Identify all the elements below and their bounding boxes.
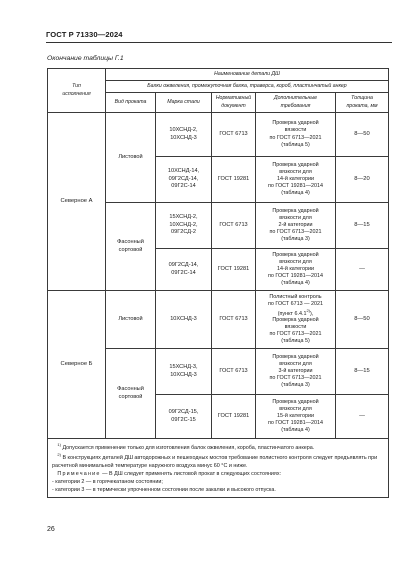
thickness-cell: 8—15 xyxy=(336,203,389,249)
steel-grade-cell: 09Г2СД-15, 09Г2С-15 xyxy=(156,395,212,439)
footnote-1: $^{1)}$ Допускается применение только для изготовления балок ожвеления, короба, пластинчатого анкера. xyxy=(57,442,315,451)
table-caption: Окончание таблицы Г.1 xyxy=(47,55,124,62)
table-footnotes xyxy=(48,439,389,498)
standard-cell: ГОСТ 6713 xyxy=(212,349,256,395)
header-rolled-kind: Вид проката xyxy=(106,93,156,113)
header-requirements: Дополнительные требования xyxy=(256,93,336,113)
rolled-kind-cell: Фасонный сортовой xyxy=(106,203,156,291)
standard-designation: ГОСТ Р 71330—2024 xyxy=(46,30,123,39)
rolled-kind-cell: Листовой xyxy=(106,113,156,203)
rolled-kind-cell: Листовой xyxy=(106,291,156,349)
requirements-cell: Проверка ударной вязкости по ГОСТ 6713—2021 (таблица 5) xyxy=(256,113,336,157)
requirements-cell: Проверка ударной вязкости для 14-й категории по ГОСТ 19281—2014 (таблица 4) xyxy=(256,249,336,291)
requirements-cell: Проверка ударной вязкости для 3-й категории по ГОСТ 6713—2021 (таблица 3) xyxy=(256,349,336,395)
steel-requirements-table xyxy=(47,68,389,498)
note-item: - категории 3 — в термически упрочненном состоянии после закалки и высокого отпуска. xyxy=(52,487,276,494)
execution-type-cell: Северное Б xyxy=(48,291,106,439)
standard-cell: ГОСТ 6713 xyxy=(212,203,256,249)
steel-grade-cell: 15ХСНД-3, 10ХСНД-3 xyxy=(156,349,212,395)
table-note: Примечание — В ДШ следует применять листовой прокат в следующих состояниях: xyxy=(57,470,282,477)
footnote-ref: 2) xyxy=(306,307,311,313)
steel-grade-cell: 10ХСНД-3 xyxy=(156,291,212,349)
steel-grade-cell: 15ХСНД-2, 10ХСНД-2, 09Г2СД-2 xyxy=(156,203,212,249)
header-rule xyxy=(46,42,392,43)
steel-grade-cell: 10ХСНД-2, 10ХСНД-3 xyxy=(156,113,212,157)
note-item: - категории 2 — в горячекатаном состоянии; xyxy=(52,479,163,486)
thickness-cell: — xyxy=(336,249,389,291)
requirements-cell: Проверка ударной вязкости для 15-й категории по ГОСТ 19281—2014 (таблица 4) xyxy=(256,395,336,439)
thickness-cell: 8—50 xyxy=(336,113,389,157)
thickness-cell: 8—50 xyxy=(336,291,389,349)
standard-cell: ГОСТ 6713 xyxy=(212,291,256,349)
header-part-name: Наименование детали ДШ xyxy=(106,69,389,81)
requirements-cell: Полистный контроль по ГОСТ 6713 — 2021 (пункт 6.4.1$^{2)}$), Проверка ударной вязкости по ГОСТ 6713—2021 (таблица 5) xyxy=(256,291,336,349)
standard-cell: ГОСТ 19281 xyxy=(212,395,256,439)
header-steel-grade: Марка стали xyxy=(156,93,212,113)
header-thickness: Толщина проката, мм xyxy=(336,93,389,113)
page-number: 26 xyxy=(47,526,55,533)
rolled-kind-cell: Фасонный сортовой xyxy=(106,349,156,439)
execution-type-cell: Северное А xyxy=(48,113,106,291)
standard-cell: ГОСТ 19281 xyxy=(212,157,256,203)
header-execution-type: Тип исполнения xyxy=(48,69,106,113)
header-standard: Нормативный документ xyxy=(212,93,256,113)
steel-grade-cell: 10ХСНД-14, 09Г2СД-14, 09Г2С-14 xyxy=(156,157,212,203)
header-part-list: Балки ожвеления, промежуточная балка, траверса, короб, пластинчатый анкер xyxy=(106,81,389,93)
standard-cell: ГОСТ 6713 xyxy=(212,113,256,157)
requirements-cell: Проверка ударной вязкости для 14-й категории по ГОСТ 19281—2014 (таблица 4) xyxy=(256,157,336,203)
thickness-cell: — xyxy=(336,395,389,439)
standard-cell: ГОСТ 19281 xyxy=(212,249,256,291)
steel-grade-cell: 09Г2СД-14, 09Г2С-14 xyxy=(156,249,212,291)
thickness-cell: 8—15 xyxy=(336,349,389,395)
thickness-cell: 8—20 xyxy=(336,157,389,203)
footnote-2: $^{2)}$ В конструкциях деталей ДШ автодорожных и пешеходных мостов требование полистного контроля следует предъявлять при расчетной минимальной температуре наружного воздуха минус 60 °С и ниже. xyxy=(52,451,378,469)
requirements-cell: Проверка ударной вязкости для 2-й категории по ГОСТ 6713—2021 (таблица 3) xyxy=(256,203,336,249)
